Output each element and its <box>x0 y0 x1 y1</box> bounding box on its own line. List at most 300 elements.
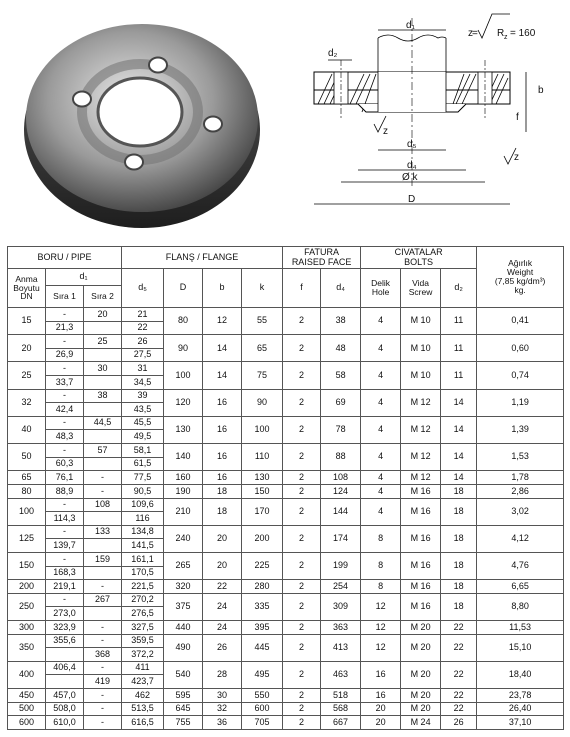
cell-k: 335 <box>242 593 283 620</box>
header-nominal-size: Anma Boyutu DN <box>8 269 46 308</box>
cell-d1-row1: 88,9 <box>46 484 84 498</box>
cell-d4: 518 <box>321 689 361 703</box>
cell-d5: 372,2 <box>122 648 164 662</box>
cell-d5: 39 <box>122 389 164 403</box>
cell-d5: 109,6 <box>122 498 164 512</box>
cell-f: 2 <box>283 525 321 552</box>
cell-d4: 667 <box>321 716 361 730</box>
table-row <box>8 362 564 376</box>
cell-f: 2 <box>283 580 321 594</box>
cell-hole: 4 <box>361 484 401 498</box>
cell-b: 18 <box>203 484 242 498</box>
cell-d1-row1: 219,1 <box>46 580 84 594</box>
cell-k: 130 <box>242 471 283 485</box>
cell-w: 1,53 <box>477 444 564 471</box>
cell-d5: 513,5 <box>122 702 164 716</box>
label-f: f <box>516 112 519 123</box>
label-D: D <box>408 194 416 205</box>
cell-D: 595 <box>164 689 203 703</box>
cell-d4: 48 <box>321 335 361 362</box>
cell-d2: 26 <box>441 716 477 730</box>
cell-f: 2 <box>283 621 321 635</box>
table-row <box>8 702 564 716</box>
cell-d5: 170,5 <box>122 566 164 580</box>
header-screw: Vida Screw <box>401 269 441 308</box>
cell-d1-row1 <box>46 675 84 689</box>
cell-d2: 11 <box>441 362 477 389</box>
cell-d5: 22 <box>122 321 164 335</box>
cell-d4: 309 <box>321 593 361 620</box>
cell-D: 160 <box>164 471 203 485</box>
cell-d1-row1 <box>46 648 84 662</box>
header-flange: FLANŞ / FLANGE <box>122 247 283 269</box>
cell-d1-row2: 57 <box>84 444 122 458</box>
cell-d5: 26 <box>122 335 164 349</box>
cell-d1-row2: 20 <box>84 308 122 322</box>
cell-d1-row2 <box>84 539 122 553</box>
cell-dn: 25 <box>8 362 46 389</box>
cell-d5: 49,5 <box>122 430 164 444</box>
cell-k: 65 <box>242 335 283 362</box>
cell-f: 2 <box>283 335 321 362</box>
cell-d5: 616,5 <box>122 716 164 730</box>
cell-b: 16 <box>203 471 242 485</box>
header-d2: d₂ <box>441 269 477 308</box>
cell-d1-row2: 25 <box>84 335 122 349</box>
cell-d4: 38 <box>321 308 361 335</box>
cell-D: 540 <box>164 661 203 688</box>
cell-d1-row2: 44,5 <box>84 416 122 430</box>
cell-d1-row2: 368 <box>84 648 122 662</box>
cell-d2: 18 <box>441 580 477 594</box>
roughness-sub: z <box>504 34 508 41</box>
cell-hole: 4 <box>361 362 401 389</box>
cell-D: 490 <box>164 634 203 661</box>
cell-d1-row1: 26,9 <box>46 348 84 362</box>
cell-d5: 45,5 <box>122 416 164 430</box>
cell-d2: 22 <box>441 689 477 703</box>
cell-b: 12 <box>203 308 242 335</box>
cell-w: 0,74 <box>477 362 564 389</box>
table-row <box>8 716 564 730</box>
cell-screw: M 16 <box>401 593 441 620</box>
label-z-right: z <box>514 152 519 163</box>
header-bolts: CIVATALAR BOLTS <box>361 247 477 269</box>
cell-f: 2 <box>283 716 321 730</box>
cell-k: 150 <box>242 484 283 498</box>
roughness-z: z <box>468 28 473 39</box>
table-row <box>8 552 564 566</box>
cell-k: 225 <box>242 552 283 579</box>
cell-dn: 15 <box>8 308 46 335</box>
cell-dn: 40 <box>8 416 46 443</box>
cell-screw: M 16 <box>401 525 441 552</box>
cell-dn: 80 <box>8 484 46 498</box>
cell-hole: 4 <box>361 444 401 471</box>
cell-f: 2 <box>283 362 321 389</box>
cell-f: 2 <box>283 389 321 416</box>
cell-w: 0,60 <box>477 335 564 362</box>
cell-k: 90 <box>242 389 283 416</box>
cell-dn: 500 <box>8 702 46 716</box>
cell-D: 375 <box>164 593 203 620</box>
cell-d1-row2 <box>84 607 122 621</box>
cell-k: 100 <box>242 416 283 443</box>
cell-hole: 8 <box>361 525 401 552</box>
cell-b: 28 <box>203 661 242 688</box>
cell-d2: 18 <box>441 552 477 579</box>
table-row <box>8 634 564 648</box>
cell-d1-row1: 610,0 <box>46 716 84 730</box>
cell-d1-row2 <box>84 321 122 335</box>
cell-d1-row1: 406,4 <box>46 661 84 675</box>
cell-screw: M 24 <box>401 716 441 730</box>
label-b: b <box>538 85 544 96</box>
cell-screw: M 16 <box>401 498 441 525</box>
cell-D: 140 <box>164 444 203 471</box>
cell-d4: 108 <box>321 471 361 485</box>
label-d5: d₅ <box>407 139 417 150</box>
cell-d2: 14 <box>441 471 477 485</box>
cell-d1-row1: 139,7 <box>46 539 84 553</box>
cell-d5: 161,1 <box>122 552 164 566</box>
cell-d1-row1: - <box>46 525 84 539</box>
cell-d1-row1: 76,1 <box>46 471 84 485</box>
cell-d1-row1: 508,0 <box>46 702 84 716</box>
roughness-eq: = <box>472 28 478 39</box>
cell-screw: M 10 <box>401 335 441 362</box>
cell-d1-row2: - <box>84 661 122 675</box>
cell-d4: 144 <box>321 498 361 525</box>
header-row1: Sıra 1 <box>46 286 84 308</box>
label-d4: d₄ <box>407 160 417 171</box>
header-b: b <box>203 269 242 308</box>
cell-dn: 100 <box>8 498 46 525</box>
cell-hole: 4 <box>361 308 401 335</box>
cell-d4: 463 <box>321 661 361 688</box>
cell-f: 2 <box>283 552 321 579</box>
table-row <box>8 484 564 498</box>
cell-d1-row2: 38 <box>84 389 122 403</box>
cell-k: 395 <box>242 621 283 635</box>
cell-hole: 4 <box>361 335 401 362</box>
cell-f: 2 <box>283 444 321 471</box>
flange-technical-drawing <box>288 8 564 214</box>
cell-f: 2 <box>283 308 321 335</box>
flange-spec-table <box>7 246 564 730</box>
table-row <box>8 580 564 594</box>
cell-d5: 327,5 <box>122 621 164 635</box>
cell-d2: 14 <box>441 444 477 471</box>
table-row <box>8 471 564 485</box>
cell-d5: 21 <box>122 308 164 322</box>
cell-D: 755 <box>164 716 203 730</box>
cell-d2: 22 <box>441 634 477 661</box>
cell-b: 22 <box>203 580 242 594</box>
table-row <box>8 621 564 635</box>
cell-d1-row2 <box>84 403 122 417</box>
cell-d4: 69 <box>321 389 361 416</box>
cell-w: 11,53 <box>477 621 564 635</box>
cell-b: 18 <box>203 498 242 525</box>
cell-dn: 250 <box>8 593 46 620</box>
header-k: k <box>242 269 283 308</box>
header-row2: Sıra 2 <box>84 286 122 308</box>
cell-w: 2,86 <box>477 484 564 498</box>
cell-d5: 462 <box>122 689 164 703</box>
cell-D: 90 <box>164 335 203 362</box>
cell-d4: 199 <box>321 552 361 579</box>
cell-d1-row1: - <box>46 362 84 376</box>
cell-dn: 450 <box>8 689 46 703</box>
cell-k: 110 <box>242 444 283 471</box>
cell-w: 1,39 <box>477 416 564 443</box>
cell-d5: 27,5 <box>122 348 164 362</box>
cell-b: 32 <box>203 702 242 716</box>
cell-hole: 12 <box>361 593 401 620</box>
table-row <box>8 444 564 458</box>
label-k: Ø k <box>402 172 418 183</box>
cell-d5: 423,7 <box>122 675 164 689</box>
header-d5: d₅ <box>122 269 164 308</box>
cell-f: 2 <box>283 593 321 620</box>
cell-D: 190 <box>164 484 203 498</box>
cell-hole: 4 <box>361 416 401 443</box>
cell-d1-row2: - <box>84 716 122 730</box>
cell-screw: M 12 <box>401 416 441 443</box>
cell-b: 20 <box>203 552 242 579</box>
table-row <box>8 416 564 430</box>
cell-d5: 270,2 <box>122 593 164 607</box>
header-hole: Delik Hole <box>361 269 401 308</box>
cell-b: 24 <box>203 621 242 635</box>
cell-d5: 77,5 <box>122 471 164 485</box>
cell-D: 80 <box>164 308 203 335</box>
cell-hole: 4 <box>361 471 401 485</box>
cell-d5: 411 <box>122 661 164 675</box>
cell-d1-row2 <box>84 430 122 444</box>
cell-w: 23,78 <box>477 689 564 703</box>
cell-dn: 400 <box>8 661 46 688</box>
cell-dn: 350 <box>8 634 46 661</box>
cell-hole: 8 <box>361 552 401 579</box>
cell-f: 2 <box>283 498 321 525</box>
cell-b: 16 <box>203 444 242 471</box>
cell-d5: 43,5 <box>122 403 164 417</box>
cell-d1-row1: 48,3 <box>46 430 84 444</box>
cell-d2: 11 <box>441 335 477 362</box>
header-raised-face: FATURA RAISED FACE <box>283 247 361 269</box>
cell-w: 8,80 <box>477 593 564 620</box>
cell-k: 600 <box>242 702 283 716</box>
cell-d1-row2: - <box>84 702 122 716</box>
cell-screw: M 20 <box>401 661 441 688</box>
cell-k: 75 <box>242 362 283 389</box>
cell-w: 4,12 <box>477 525 564 552</box>
cell-d2: 11 <box>441 308 477 335</box>
cell-d1-row1: - <box>46 498 84 512</box>
cell-w: 1,78 <box>477 471 564 485</box>
cell-d5: 134,8 <box>122 525 164 539</box>
header-pipe: BORU / PIPE <box>8 247 122 269</box>
header-D: D <box>164 269 203 308</box>
cell-d1-row1: 114,3 <box>46 512 84 526</box>
cell-d2: 18 <box>441 498 477 525</box>
cell-hole: 4 <box>361 389 401 416</box>
cell-dn: 200 <box>8 580 46 594</box>
cell-d1-row2: - <box>84 580 122 594</box>
cell-w: 1,19 <box>477 389 564 416</box>
cell-b: 20 <box>203 525 242 552</box>
cell-f: 2 <box>283 416 321 443</box>
cell-d1-row2 <box>84 348 122 362</box>
cell-screw: M 12 <box>401 471 441 485</box>
cell-d1-row1: 42,4 <box>46 403 84 417</box>
cell-b: 16 <box>203 416 242 443</box>
cell-k: 495 <box>242 661 283 688</box>
cell-b: 16 <box>203 389 242 416</box>
cell-w: 3,02 <box>477 498 564 525</box>
cell-k: 445 <box>242 634 283 661</box>
cell-dn: 20 <box>8 335 46 362</box>
cell-d1-row1: - <box>46 308 84 322</box>
cell-D: 440 <box>164 621 203 635</box>
cell-d1-row1: 323,9 <box>46 621 84 635</box>
cell-screw: M 10 <box>401 308 441 335</box>
cell-d1-row2: 419 <box>84 675 122 689</box>
cell-D: 130 <box>164 416 203 443</box>
table-row <box>8 308 564 322</box>
cell-d1-row2: 108 <box>84 498 122 512</box>
cell-hole: 12 <box>361 621 401 635</box>
cell-k: 200 <box>242 525 283 552</box>
cell-d1-row1: 60,3 <box>46 457 84 471</box>
cell-d5: 58,1 <box>122 444 164 458</box>
cell-d2: 18 <box>441 484 477 498</box>
roughness-r: R <box>497 28 505 39</box>
cell-w: 15,10 <box>477 634 564 661</box>
cell-D: 100 <box>164 362 203 389</box>
cell-k: 170 <box>242 498 283 525</box>
cell-dn: 125 <box>8 525 46 552</box>
cell-d2: 22 <box>441 702 477 716</box>
cell-b: 14 <box>203 335 242 362</box>
cell-screw: M 16 <box>401 580 441 594</box>
cell-d5: 141,5 <box>122 539 164 553</box>
cell-d1-row2 <box>84 566 122 580</box>
table-row <box>8 593 564 607</box>
cell-d4: 58 <box>321 362 361 389</box>
cell-dn: 50 <box>8 444 46 471</box>
cell-d1-row2: - <box>84 471 122 485</box>
cell-d4: 568 <box>321 702 361 716</box>
cell-d2: 22 <box>441 621 477 635</box>
cell-w: 26,40 <box>477 702 564 716</box>
cell-d4: 88 <box>321 444 361 471</box>
cell-d1-row2: - <box>84 621 122 635</box>
cell-hole: 20 <box>361 716 401 730</box>
table-row <box>8 498 564 512</box>
cell-b: 14 <box>203 362 242 389</box>
cell-d1-row2: 133 <box>84 525 122 539</box>
cell-d1-row2: 159 <box>84 552 122 566</box>
table-row <box>8 389 564 403</box>
cell-f: 2 <box>283 484 321 498</box>
table-row <box>8 661 564 675</box>
cell-k: 550 <box>242 689 283 703</box>
label-d2: d₂ <box>328 48 338 59</box>
table-row <box>8 525 564 539</box>
label-d1: d₁ <box>406 20 415 31</box>
cell-f: 2 <box>283 471 321 485</box>
cell-d2: 18 <box>441 525 477 552</box>
cell-screw: M 12 <box>401 389 441 416</box>
cell-hole: 8 <box>361 580 401 594</box>
cell-d5: 34,5 <box>122 376 164 390</box>
cell-hole: 12 <box>361 634 401 661</box>
cell-d1-row1: - <box>46 389 84 403</box>
table-body <box>8 308 564 730</box>
cell-screw: M 20 <box>401 689 441 703</box>
cell-d4: 124 <box>321 484 361 498</box>
cell-d1-row2 <box>84 512 122 526</box>
cell-f: 2 <box>283 702 321 716</box>
cell-screw: M 16 <box>401 484 441 498</box>
cell-d5: 116 <box>122 512 164 526</box>
cell-d1-row1: 21,3 <box>46 321 84 335</box>
cell-d1-row1: - <box>46 552 84 566</box>
roughness-value: = 160 <box>510 28 536 39</box>
cell-dn: 150 <box>8 552 46 579</box>
cell-d5: 221,5 <box>122 580 164 594</box>
cell-d4: 174 <box>321 525 361 552</box>
cell-b: 26 <box>203 634 242 661</box>
cell-screw: M 10 <box>401 362 441 389</box>
cell-d4: 363 <box>321 621 361 635</box>
table-row <box>8 689 564 703</box>
cell-w: 6,65 <box>477 580 564 594</box>
cell-w: 37,10 <box>477 716 564 730</box>
cell-screw: M 20 <box>401 621 441 635</box>
header-f: f <box>283 269 321 308</box>
cell-b: 30 <box>203 689 242 703</box>
cell-screw: M 20 <box>401 634 441 661</box>
cell-d1-row1: - <box>46 335 84 349</box>
cell-screw: M 12 <box>401 444 441 471</box>
cell-screw: M 20 <box>401 702 441 716</box>
cell-d1-row1: - <box>46 593 84 607</box>
cell-d1-row1: 457,0 <box>46 689 84 703</box>
cell-D: 320 <box>164 580 203 594</box>
cell-f: 2 <box>283 689 321 703</box>
cell-w: 0,41 <box>477 308 564 335</box>
cell-d1-row1: 273,0 <box>46 607 84 621</box>
cell-w: 4,76 <box>477 552 564 579</box>
cell-d1-row2: 30 <box>84 362 122 376</box>
header-d4: d₄ <box>321 269 361 308</box>
table-row <box>8 335 564 349</box>
cell-b: 36 <box>203 716 242 730</box>
cell-hole: 4 <box>361 498 401 525</box>
cell-w: 18,40 <box>477 661 564 688</box>
cell-dn: 65 <box>8 471 46 485</box>
cell-k: 55 <box>242 308 283 335</box>
cell-D: 645 <box>164 702 203 716</box>
cell-hole: 16 <box>361 661 401 688</box>
cell-dn: 32 <box>8 389 46 416</box>
cell-d2: 18 <box>441 593 477 620</box>
cell-d5: 359,5 <box>122 634 164 648</box>
